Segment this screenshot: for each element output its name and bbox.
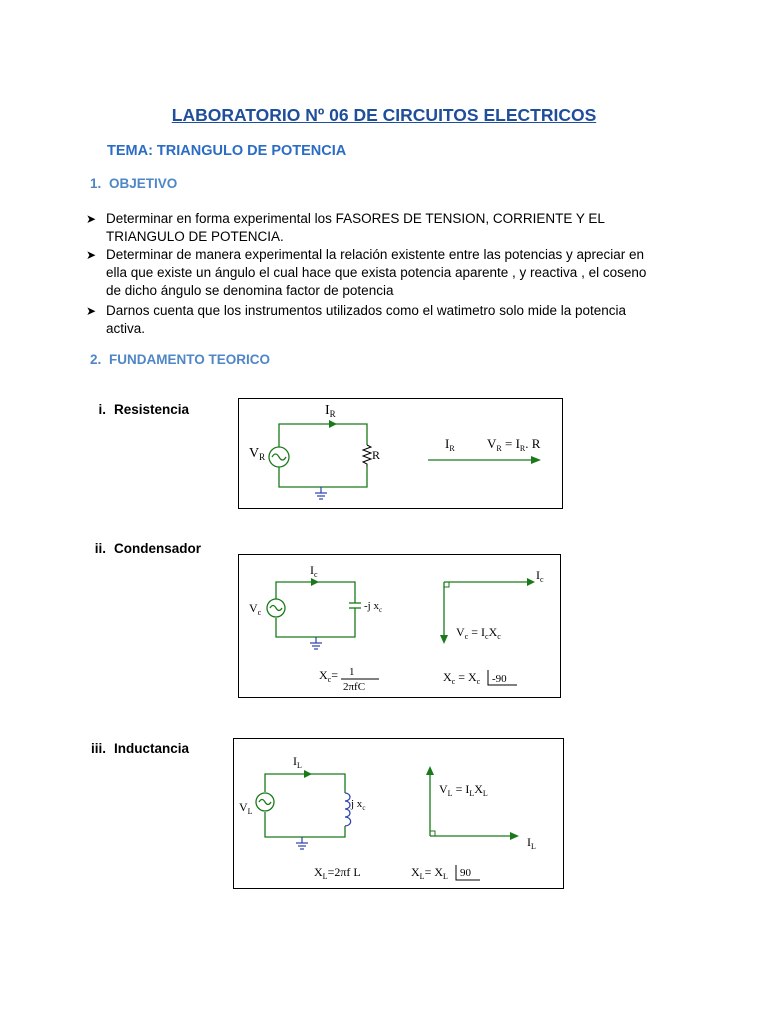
bullet-line: de dicho ángulo se denomina factor de potencia: [106, 283, 394, 298]
current-label: $I_R$: [325, 403, 336, 419]
condensador-diagram: [238, 554, 561, 698]
bullet-item: [86, 246, 666, 300]
angle-value: 90: [460, 867, 471, 879]
phasor-voltage-formula: $V_R = I_R$. R: [487, 436, 541, 453]
bullet-line: ella que existe un ángulo el cual hace que exista potencia aparente , y reactiva , el coseno: [106, 265, 647, 280]
fraction-denominator: 2πfC: [343, 681, 366, 693]
current-label: $I_c$: [310, 563, 318, 579]
arrow-bullet-icon: ➤: [86, 304, 97, 318]
bullet-line: activa.: [106, 321, 146, 336]
voltage-label: $V_L$: [239, 800, 253, 816]
phasor-current-label: $I_R$: [445, 436, 455, 453]
phasor-reactance: $X_c = X_c$: [443, 670, 481, 686]
section-objetivo: [90, 176, 177, 191]
section-number: 2.: [90, 352, 102, 367]
subsection-condensador: ii. Condensador: [94, 541, 202, 556]
page-title: LABORATORIO Nº 06 DE CIRCUITOS ELECTRICOS: [171, 105, 597, 125]
section-number: 1.: [90, 176, 102, 191]
reactance-formula: $X_c=$: [319, 668, 339, 684]
phasor-voltage-formula: $V_L = I_LX_L$: [439, 782, 488, 798]
bullet-item: [86, 302, 666, 338]
resistor-label: R: [372, 448, 381, 462]
phasor-voltage-formula: $V_c = I_cX_c$: [456, 625, 501, 641]
arrow-bullet-icon: ➤: [86, 248, 97, 262]
phasor-current-label: $I_c$: [536, 568, 544, 584]
angle-value: -90: [492, 673, 507, 685]
bullet-line: Determinar en forma experimental los FASORES DE TENSION, CORRIENTE Y EL: [106, 211, 605, 226]
reactance-formula: $X_L=2\pi f$ L: [314, 865, 361, 881]
section-fundamento: [90, 352, 270, 367]
bullet-item: [86, 210, 666, 246]
voltage-label: $V_R$: [249, 446, 266, 462]
bullet-line: Darnos cuenta que los instrumentos utilizados como el watimetro solo mide la potencia: [106, 303, 627, 318]
subsection-inductancia: iii. Inductancia: [90, 741, 190, 756]
bullet-line: TRIANGULO DE POTENCIA.: [106, 229, 284, 244]
voltage-label: $V_c$: [249, 601, 262, 617]
resistencia-diagram: [238, 398, 563, 509]
inductancia-diagram: [233, 738, 564, 889]
phasor-reactance: $X_L= X_L$: [411, 865, 448, 881]
section-label: OBJETIVO: [109, 176, 178, 191]
tema-heading: TEMA: TRIANGULO DE POTENCIA: [107, 143, 347, 159]
impedance-label: -j $x_c$: [364, 600, 383, 614]
section-label: FUNDAMENTO TEORICO: [109, 352, 271, 367]
fraction-numerator: 1: [349, 666, 355, 678]
bullet-line: Determinar de manera experimental la relación existente entre las potencias y apreciar en: [106, 247, 645, 262]
arrow-bullet-icon: ➤: [86, 212, 97, 226]
current-label: $I_L$: [293, 754, 302, 770]
phasor-current-label: $I_L$: [527, 835, 536, 851]
subsection-resistencia: i. Resistencia: [98, 402, 190, 417]
impedance-label: j $x_c$: [351, 798, 366, 812]
